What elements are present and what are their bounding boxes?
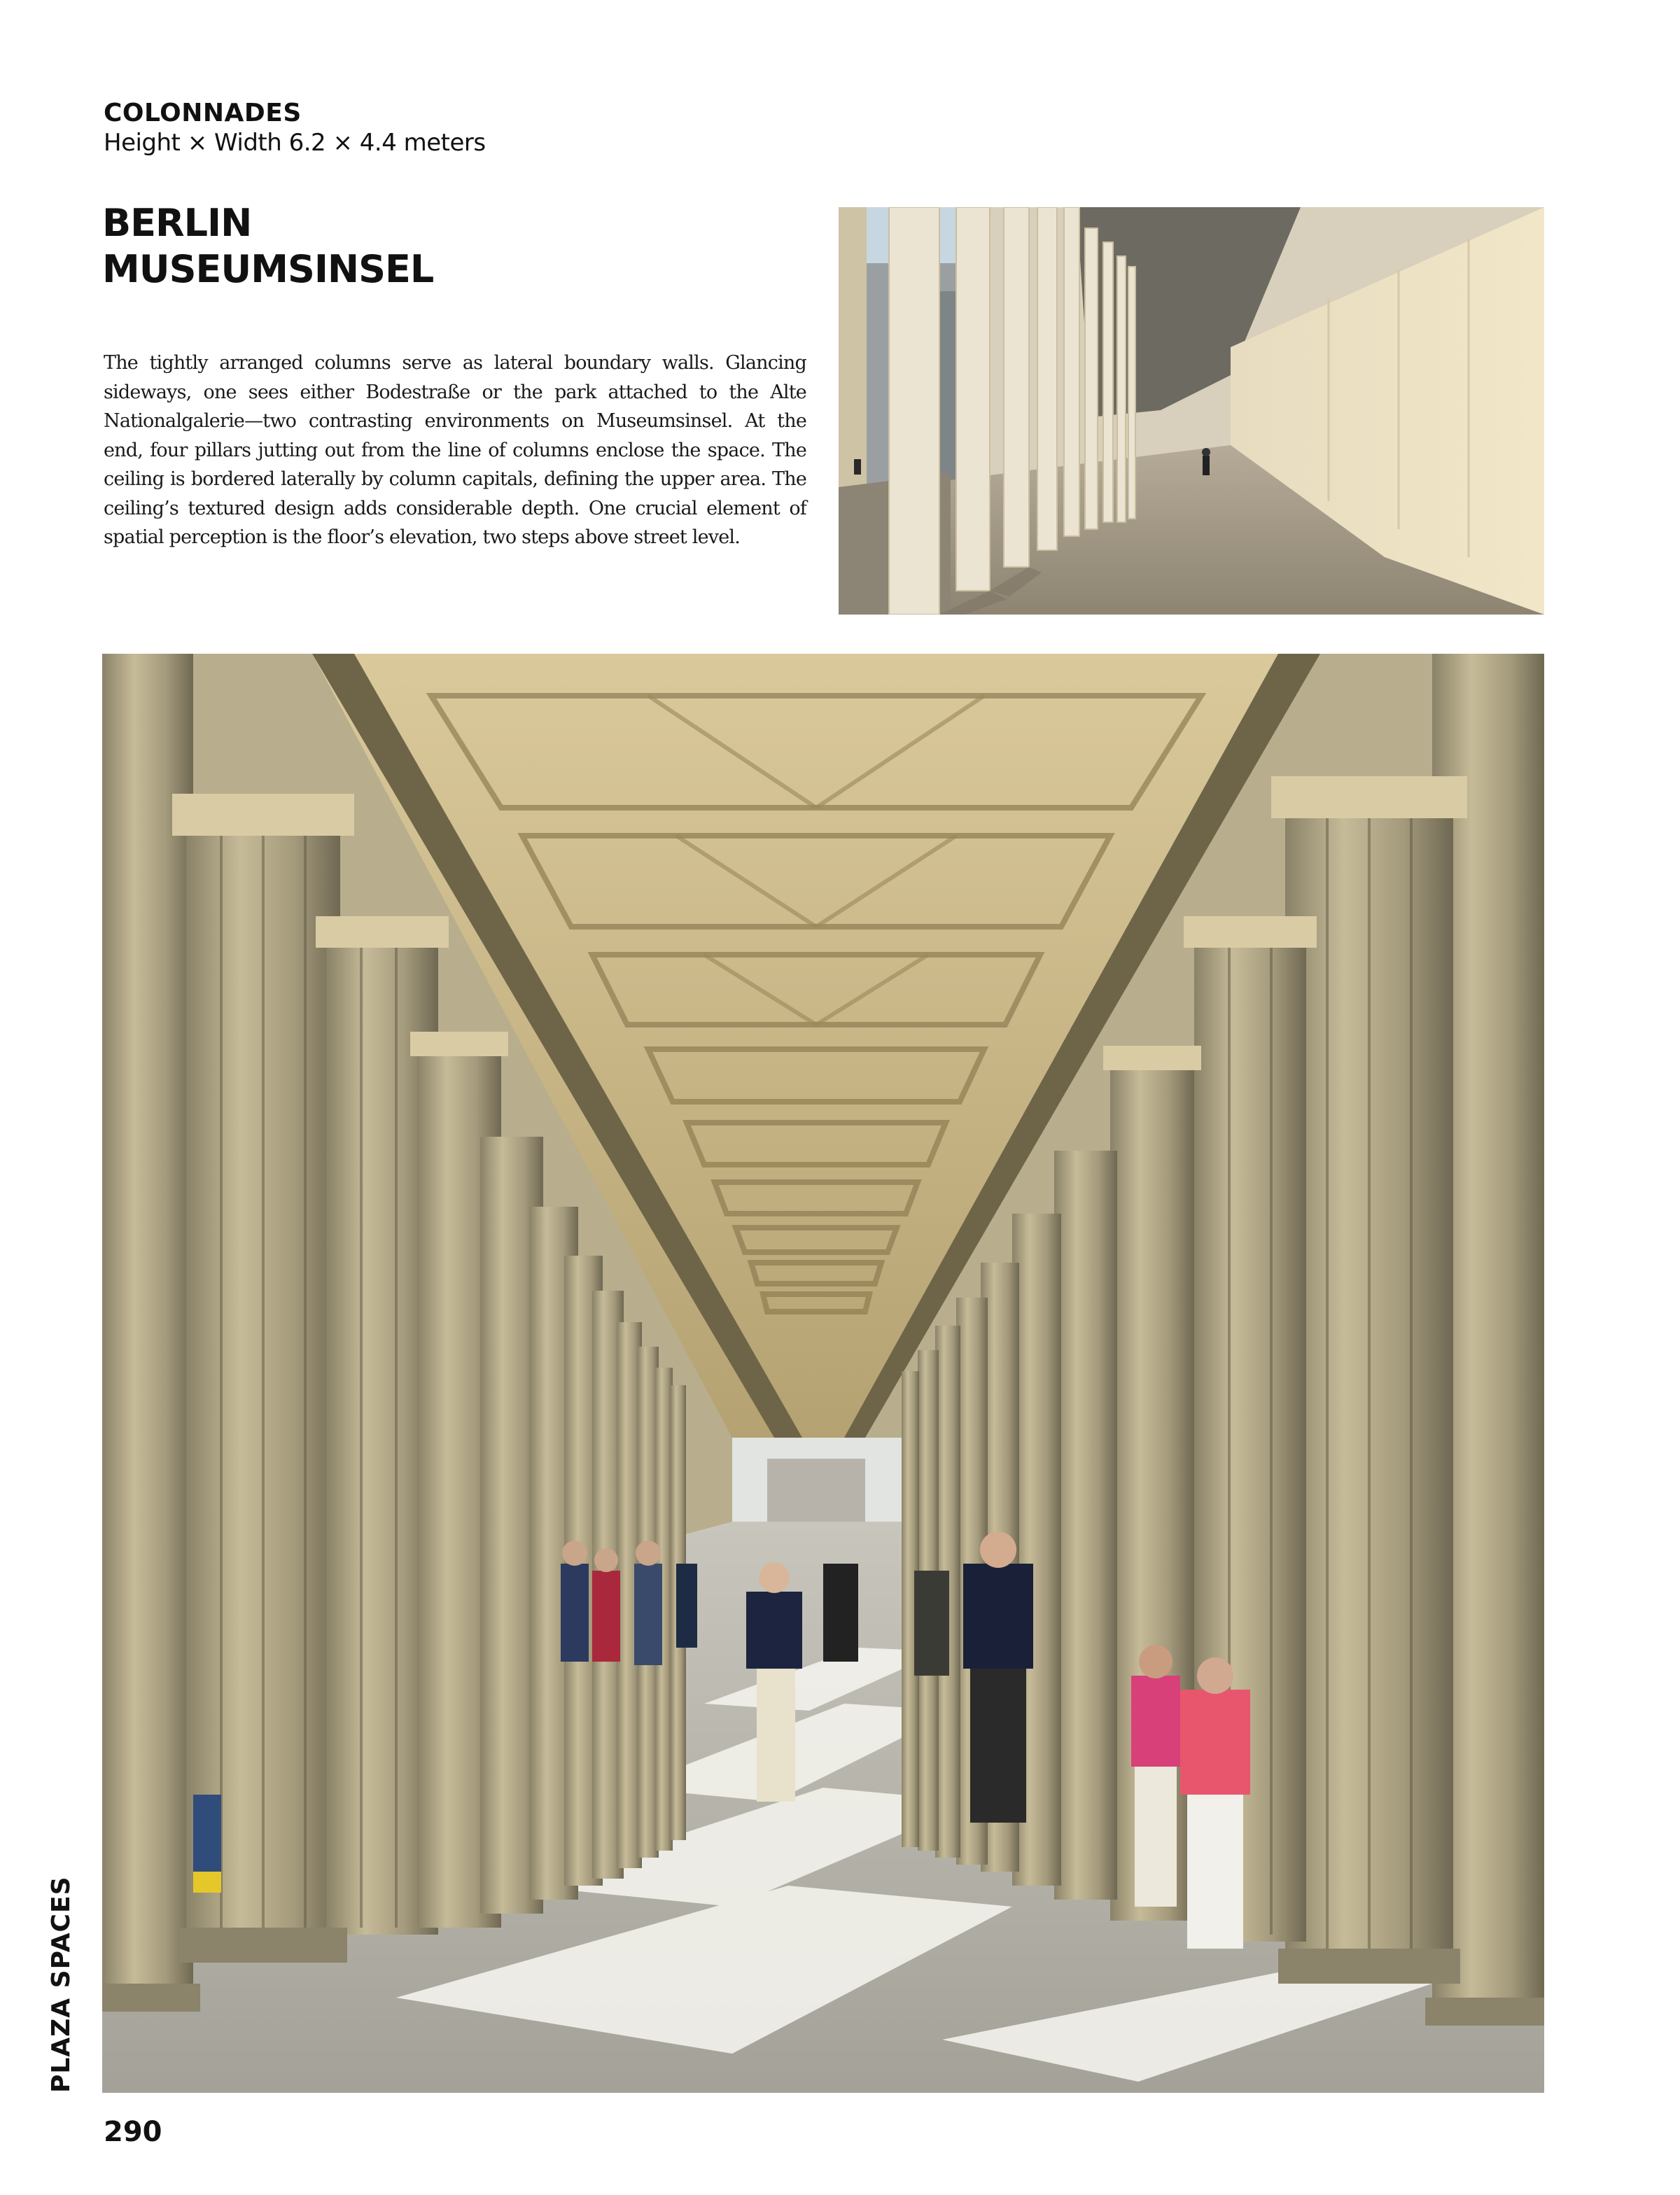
- title-line-2: MUSEUMSINSEL: [102, 247, 434, 291]
- title-line-1: BERLIN: [102, 201, 252, 245]
- colonnade-perspective-image: [102, 654, 1544, 2093]
- dimensions-label: Height × Width 6.2 × 4.4 meters: [104, 129, 486, 157]
- page-title: [102, 200, 433, 293]
- page-number: 290: [104, 2116, 162, 2148]
- section-label: PLAZA SPACES: [47, 1876, 76, 2093]
- category-label: COLONNADES: [104, 99, 302, 127]
- colonnade-perspective-photo: [102, 654, 1544, 2093]
- colonnade-side-image: [839, 207, 1544, 615]
- colonnade-side-photo: [839, 207, 1544, 615]
- body-paragraph: The tightly arranged columns serve as lateral boundary walls. Glancing sideways, one sees either Bodestraße or the park attached to the Alte Nationalgalerie—two contrasting environments on Museumsinsel. At the end, four pillars jutting out from the line of columns enclose the space. The ceiling is bordered laterally by column capitals, defining the upper area. The ceiling’s textured design adds considerable depth. One crucial element of spatial perception is the floor’s elevation, two steps above street level.: [104, 352, 806, 548]
